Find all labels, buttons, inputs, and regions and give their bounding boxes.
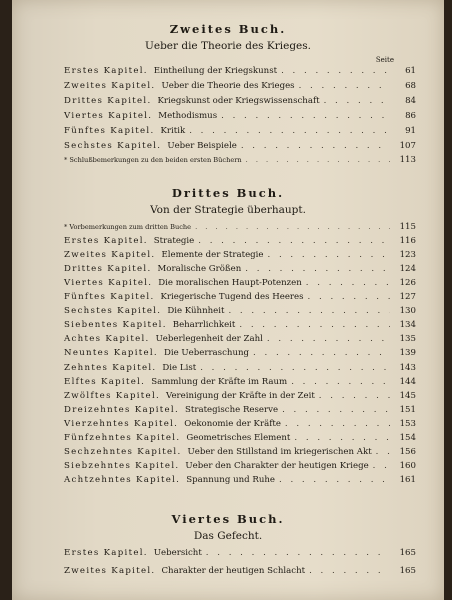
chapter-title: Spannung und Ruhe (186, 475, 275, 485)
page-number: 68 (405, 81, 416, 91)
page-number: 145 (399, 391, 416, 401)
chapter-label: Fünftes Kapitel. (64, 292, 155, 302)
book-subtitle: Von der Strategie überhaupt. (150, 204, 306, 216)
toc-entry (64, 236, 416, 250)
page-number: 156 (399, 447, 416, 457)
chapter-label: Erstes Kapitel. (64, 236, 148, 246)
page-number: 107 (399, 141, 416, 151)
chapter-label: Erstes Kapitel. (64, 548, 148, 558)
chapter-title: Die Kühnheit (167, 306, 225, 316)
toc-entry (64, 306, 416, 320)
book-title: Zweites Buch. (169, 22, 287, 36)
toc-entry (64, 475, 416, 489)
chapter-label: Elftes Kapitel. (64, 377, 146, 387)
dot-leader (281, 66, 390, 76)
toc-entry (64, 566, 416, 580)
chapter-label: Siebzehntes Kapitel. (64, 461, 180, 471)
chapter-title: Geometrisches Element (186, 433, 291, 443)
toc-entry (64, 433, 416, 447)
chapter-title: Oekonomie der Kräfte (184, 419, 281, 429)
chapter-title: Ueber die Theorie des Krieges (161, 81, 295, 91)
dot-leader (309, 566, 390, 576)
page-number: 91 (405, 126, 416, 136)
page-number: 130 (399, 306, 416, 316)
toc-entry (64, 264, 416, 278)
chapter-title: Beharrlichkeit (172, 320, 236, 330)
page-number: 153 (399, 419, 416, 429)
chapter-title: Kritik (160, 126, 186, 136)
page-number: 113 (399, 155, 416, 165)
chapter-label: Drittes Kapitel. (64, 96, 152, 106)
chapter-title: Moralische Größen (157, 264, 242, 274)
dot-leader (282, 405, 390, 415)
page-number: 135 (399, 334, 416, 344)
page-number: 134 (399, 320, 416, 330)
book-subtitle: Ueber die Theorie des Krieges. (145, 40, 311, 52)
chapter-label: Vierzehntes Kapitel. (64, 419, 179, 429)
book-heading (12, 186, 444, 216)
dot-leader (268, 250, 391, 260)
toc-entry (64, 278, 416, 292)
chapter-label: Zwölftes Kapitel. (64, 391, 161, 401)
toc-entry (64, 96, 416, 110)
page-number: 139 (399, 348, 416, 358)
dot-leader (200, 363, 390, 373)
chapter-label: Zweites Kapitel. (64, 250, 156, 260)
dot-leader (221, 111, 390, 121)
chapter-label: Siebentes Kapitel. (64, 320, 167, 330)
toc-entry (64, 250, 416, 264)
dot-leader (306, 278, 390, 288)
dot-leader (253, 348, 390, 358)
dot-leader (299, 81, 390, 91)
chapter-label: Achtzehntes Kapitel. (64, 475, 181, 485)
page-number: 165 (399, 566, 416, 576)
page-number: 144 (399, 377, 416, 387)
toc-entry (64, 405, 416, 419)
chapter-title: Die moralischen Haupt-Potenzen (158, 278, 302, 288)
dot-leader (319, 391, 390, 401)
dot-leader (376, 447, 390, 457)
chapter-title: Vereinigung der Kräfte in der Zeit (166, 391, 315, 401)
dot-leader (189, 126, 390, 136)
page-number: 127 (399, 292, 416, 302)
chapter-title: Strategie (153, 236, 195, 246)
chapter-label: Neuntes Kapitel. (64, 348, 158, 358)
page-number: 115 (399, 222, 416, 232)
chapter-title: Sammlung der Kräfte im Raum (151, 377, 288, 387)
chapter-title: Charakter der heutigen Schlacht (161, 566, 306, 576)
toc-entry (64, 391, 416, 405)
chapter-label: Sechzehntes Kapitel. (64, 447, 182, 457)
dot-leader (308, 292, 390, 302)
book-title: Viertes Buch. (171, 512, 285, 526)
toc-entry (64, 320, 416, 334)
page-number: 165 (399, 548, 416, 558)
chapter-title: * Vorbemerkungen zum dritten Buche (64, 223, 192, 231)
chapter-title: Kriegerische Tugend des Heeres (160, 292, 304, 302)
chapter-title: Ueber Beispiele (167, 141, 237, 151)
dot-leader (206, 548, 390, 558)
chapter-title: Die List (162, 363, 197, 373)
toc-entry (64, 363, 416, 377)
toc-entry (64, 348, 416, 362)
chapter-label: Fünftes Kapitel. (64, 126, 155, 136)
chapter-label: Sechstes Kapitel. (64, 141, 162, 151)
toc-entry (64, 548, 416, 562)
dot-leader (246, 156, 390, 164)
toc-entry (64, 447, 416, 461)
page-number: 154 (399, 433, 416, 443)
dot-leader (285, 419, 390, 429)
chapter-title: Ueber den Charakter der heutigen Kriege (185, 461, 369, 471)
page-number: 61 (405, 66, 416, 76)
chapter-label: Achtes Kapitel. (64, 334, 150, 344)
dot-leader (279, 475, 390, 485)
dot-leader (228, 306, 390, 316)
dot-leader (241, 141, 390, 151)
chapter-label: Viertes Kapitel. (64, 278, 153, 288)
dot-leader (373, 461, 390, 471)
page-number: 161 (399, 475, 416, 485)
book-heading (12, 22, 444, 52)
chapter-title: Methodismus (158, 111, 218, 121)
book-subtitle: Das Gefecht. (193, 530, 263, 542)
toc-entry (64, 141, 416, 155)
book-heading (12, 512, 444, 542)
book-page (12, 0, 444, 600)
chapter-label: Zehntes Kapitel. (64, 363, 157, 373)
page-number: 151 (399, 405, 416, 415)
toc-entry (64, 155, 416, 169)
chapter-title: Die Ueberraschung (163, 348, 250, 358)
chapter-label: Sechstes Kapitel. (64, 306, 162, 316)
chapter-title: Kriegskunst oder Kriegswissenschaft (157, 96, 320, 106)
chapter-title: Eintheilung der Kriegskunst (153, 66, 278, 76)
chapter-label: Viertes Kapitel. (64, 111, 153, 121)
toc-entry (64, 126, 416, 140)
chapter-label: Fünfzehntes Kapitel. (64, 433, 181, 443)
dot-leader (239, 320, 390, 330)
toc-entry (64, 111, 416, 125)
toc-entry (64, 292, 416, 306)
toc-entry (64, 222, 416, 236)
page-number: 124 (399, 264, 416, 274)
dot-leader (198, 236, 390, 246)
chapter-title: Ueberlegenheit der Zahl (155, 334, 263, 344)
dot-leader (267, 334, 390, 344)
chapter-label: Zweites Kapitel. (64, 81, 156, 91)
chapter-label: Drittes Kapitel. (64, 264, 152, 274)
toc-entry (64, 66, 416, 80)
page-number: 86 (405, 111, 416, 121)
dot-leader (195, 223, 390, 231)
page-number: 143 (399, 363, 416, 373)
chapter-label: Erstes Kapitel. (64, 66, 148, 76)
dot-leader (291, 377, 390, 387)
chapter-label: Dreizehntes Kapitel. (64, 405, 180, 415)
dot-leader (245, 264, 390, 274)
page-number: 84 (405, 96, 416, 106)
page-number: 160 (399, 461, 416, 471)
book-title: Drittes Buch. (171, 186, 285, 200)
chapter-title: Ueber den Stillstand im kriegerischen Akt (187, 447, 372, 457)
toc-entry (64, 334, 416, 348)
page-column-label: Seite (375, 56, 394, 64)
toc-entry (64, 377, 416, 391)
dot-leader (324, 96, 390, 106)
toc-entry (64, 419, 416, 433)
chapter-title: Elemente der Strategie (161, 250, 264, 260)
page-number: 126 (399, 278, 416, 288)
chapter-title: Uebersicht (153, 548, 202, 558)
page-number: 123 (399, 250, 416, 260)
chapter-label: Zweites Kapitel. (64, 566, 156, 576)
chapter-title: * Schlußbemerkungen zu den beiden ersten Büchern (64, 156, 242, 164)
chapter-title: Strategische Reserve (185, 405, 279, 415)
toc-entry (64, 81, 416, 95)
toc-entry (64, 461, 416, 475)
dot-leader (294, 433, 390, 443)
page-number: 116 (399, 236, 416, 246)
